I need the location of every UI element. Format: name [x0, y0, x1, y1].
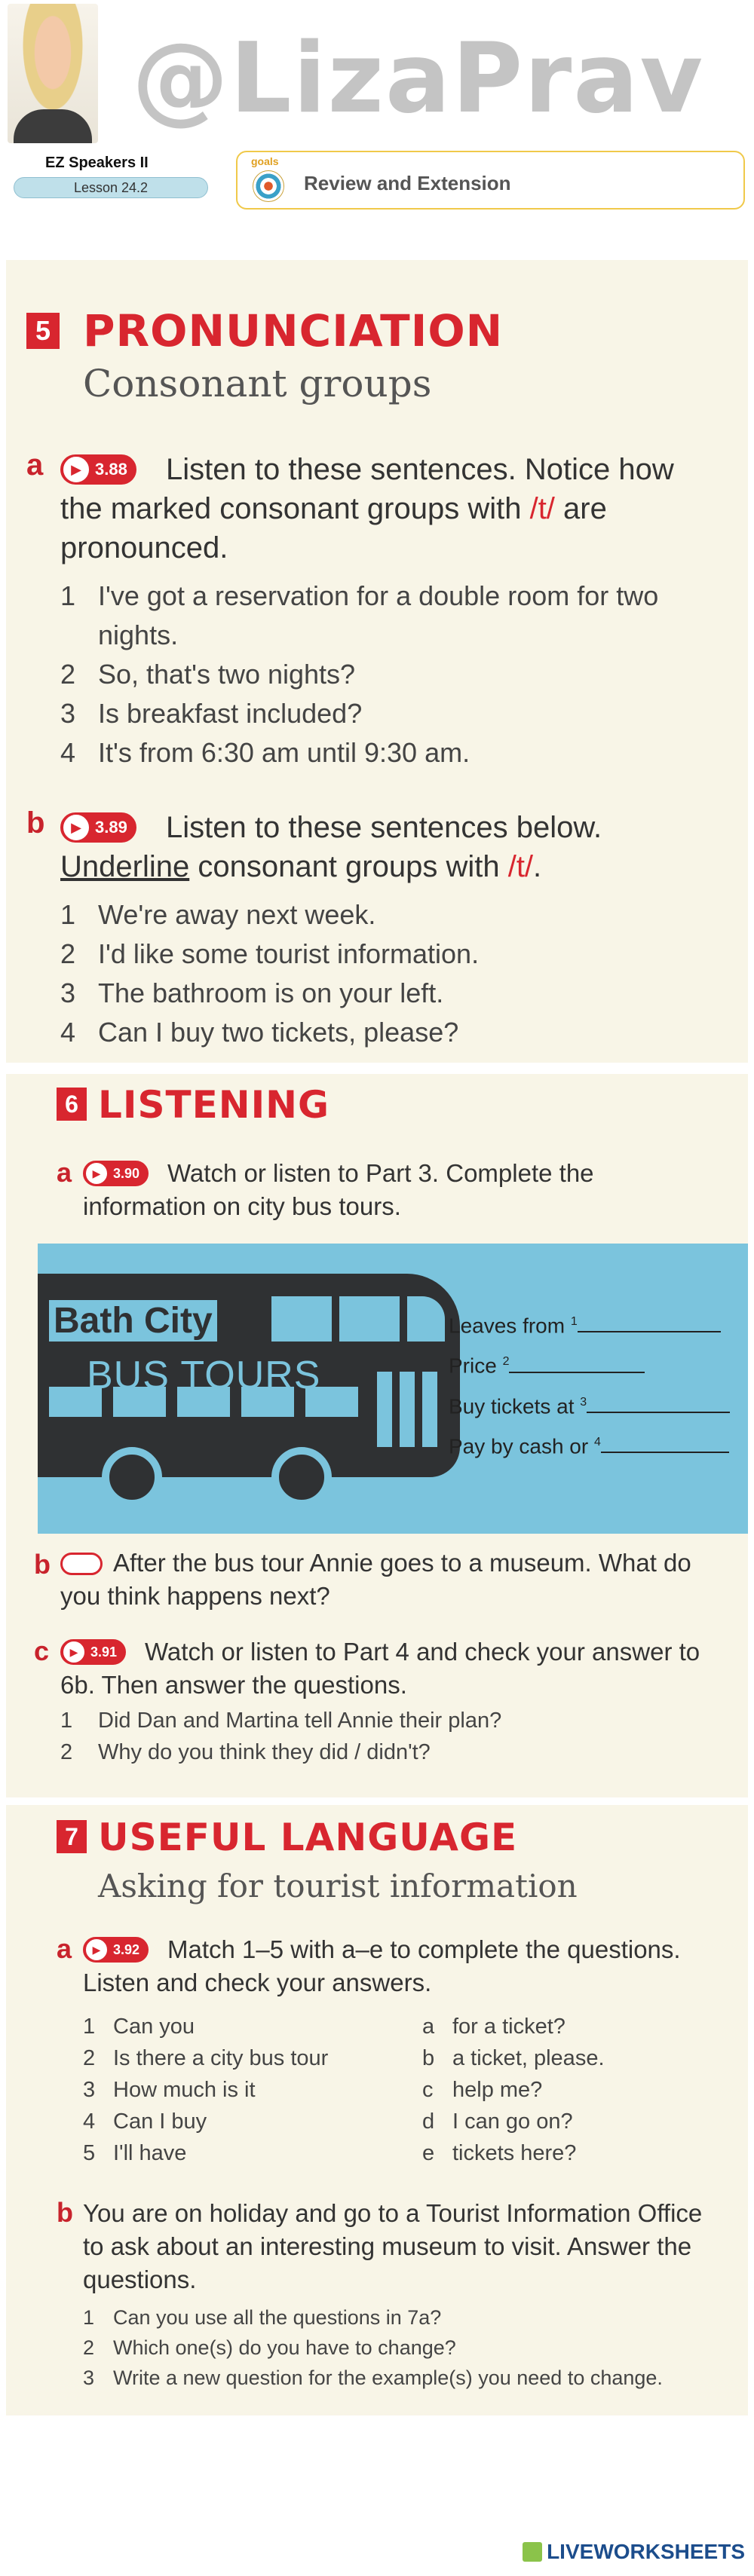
match-item: a for a ticket?: [422, 2015, 566, 2039]
wheel: [271, 1447, 332, 1507]
section-subtitle: Consonant groups: [83, 362, 432, 405]
blank-input[interactable]: [601, 1433, 729, 1453]
section-title: LISTENING: [98, 1083, 330, 1127]
audio-track-number: 3.92: [113, 1941, 140, 1957]
lesson-badge: Lesson 24.2: [14, 177, 208, 198]
author-avatar: [8, 4, 98, 143]
logo-icon: [523, 2542, 542, 2562]
goals-label: goals: [251, 155, 279, 167]
section-number: 5: [26, 313, 60, 349]
blank-input[interactable]: [578, 1313, 721, 1332]
play-icon: ▶: [84, 1938, 109, 1962]
list-item: 4 It's from 6:30 am until 9:30 am.: [60, 737, 470, 768]
target-icon: [253, 170, 284, 202]
audio-track-number: 3.91: [90, 1644, 118, 1660]
match-item: b a ticket, please.: [422, 2046, 605, 2070]
list-item: 2 So, that's two nights?: [60, 659, 356, 690]
bus-brand-name: Bath City: [49, 1300, 217, 1342]
exercise-letter: b: [57, 2197, 73, 2228]
author-handle: @LizaPrav: [132, 23, 705, 135]
play-icon: ▶: [84, 1161, 109, 1186]
exercise-instruction: After the bus tour Annie goes to a museum. What do you think happens next?: [60, 1549, 691, 1610]
blank-input[interactable]: [509, 1354, 645, 1373]
match-left-column: [83, 2011, 400, 2169]
list-item: 1 Did Dan and Martina tell Annie their plan?: [60, 1709, 502, 1733]
form-row: Price $^2$: [449, 1344, 730, 1384]
exercise-letter: a: [57, 1933, 72, 1964]
match-item: 4 Can I buy: [83, 2109, 207, 2134]
bus-brand-subtitle: BUS TOURS: [87, 1354, 321, 1397]
wheel: [102, 1447, 162, 1507]
list-item: 2 Which one(s) do you have to change?: [83, 2336, 456, 2359]
page-header: [0, 0, 754, 219]
question-list: [60, 1705, 664, 1768]
match-item: e tickets here?: [422, 2141, 577, 2165]
list-item: 4 Can I buy two tickets, please?: [60, 1017, 459, 1048]
audio-track-number: 3.90: [113, 1165, 140, 1181]
list-item: 1 We're away next week.: [60, 899, 376, 930]
exercise-instruction: Listen to these sentences below. Underline consonant groups with /t/.: [60, 811, 602, 883]
audio-track-number: 3.89: [95, 818, 127, 837]
play-icon: ▶: [62, 1640, 86, 1664]
form-row: Leaves from $^1$: [449, 1304, 730, 1344]
list-item: 1 Can you use all the questions in 7a?: [83, 2306, 442, 2329]
list-item: 3 The bathroom is on your left.: [60, 977, 444, 1008]
match-item: d I can go on?: [422, 2109, 573, 2134]
play-icon: ▶: [62, 813, 90, 842]
list-item: 1 I've got a reservation for a double room for two nights.: [60, 580, 659, 650]
bus-tour-graphic: [38, 1244, 748, 1534]
audio-track-number: 3.88: [95, 460, 127, 479]
sentence-list: [60, 577, 664, 772]
exercise-instruction: You are on holiday and go to a Tourist Information Office to ask about an interesting museum to visit. Answer the questions.: [83, 2199, 703, 2293]
course-title: EZ Speakers II: [45, 154, 149, 171]
liveworksheets-logo[interactable]: LIVEWORKSHEETS: [523, 2540, 745, 2564]
section-number: 6: [57, 1088, 87, 1121]
exercise-instruction: Listen to these sentences. Notice how the marked consonant groups with /t/ are pronounced.: [60, 453, 674, 564]
match-right-column: [422, 2011, 724, 2169]
match-item: 5 I'll have: [83, 2141, 187, 2165]
tour-info-form: [449, 1304, 730, 1464]
section-title: PRONUNCIATION: [83, 305, 504, 356]
list-item: 2 Why do you think they did / didn't?: [60, 1740, 431, 1764]
exercise-instruction: Watch or listen to Part 4 and check your answer to 6b. Then answer the questions.: [60, 1638, 700, 1699]
exercise-instruction: Match 1–5 with a–e to complete the questions. Listen and check your answers.: [83, 1935, 681, 1996]
goals-box: [236, 151, 745, 210]
section-number: 7: [57, 1820, 87, 1853]
goals-text: Review and Extension: [304, 172, 511, 194]
sentence-list: [60, 895, 664, 1052]
form-row: Pay by cash or $^4$: [449, 1424, 730, 1464]
section-subtitle: Asking for tourist information: [98, 1868, 578, 1904]
match-item: 3 How much is it: [83, 2078, 256, 2102]
list-item: 3 Is breakfast included?: [60, 698, 363, 729]
match-item: 1 Can you: [83, 2015, 195, 2039]
list-item: 2 I'd like some tourist information.: [60, 938, 480, 969]
section-title: USEFUL LANGUAGE: [98, 1816, 518, 1859]
form-row: Buy tickets at $^3$: [449, 1384, 730, 1424]
exercise-letter: b: [26, 806, 45, 840]
question-list: [83, 2302, 731, 2393]
exercise-letter: a: [57, 1157, 72, 1188]
match-item: 2 Is there a city bus tour: [83, 2046, 329, 2070]
exercise-instruction: Watch or listen to Part 3. Complete the information on city bus tours.: [83, 1159, 594, 1220]
match-item: c help me?: [422, 2078, 543, 2102]
exercise-letter: b: [34, 1549, 51, 1580]
exercise-letter: a: [26, 448, 44, 482]
play-icon: ▶: [62, 455, 90, 484]
blank-input[interactable]: [587, 1394, 730, 1413]
exercise-letter: c: [34, 1635, 50, 1666]
list-item: 3 Write a new question for the example(s) you need to change.: [83, 2366, 663, 2389]
